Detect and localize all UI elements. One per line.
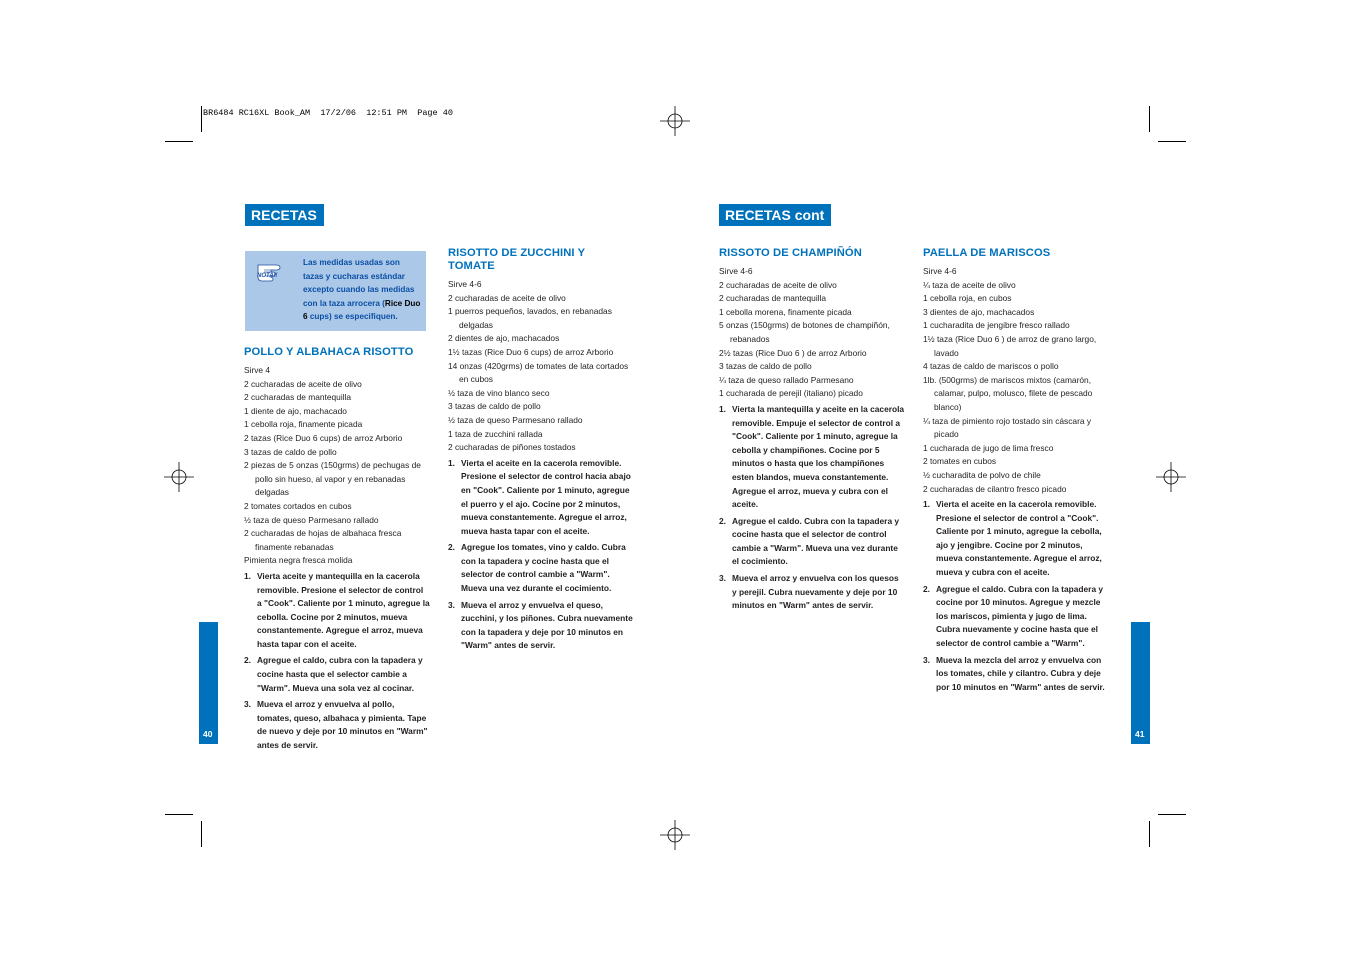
ingredient-item: 2½ tazas (Rice Duo 6 ) de arroz Arborio <box>719 347 867 358</box>
recipe-serves: Sirve 4-6 <box>719 266 753 276</box>
ingredient-item: ½ taza de queso Parmesano rallado <box>244 514 379 525</box>
step-number: 3. <box>244 699 251 710</box>
crop-mark <box>165 141 193 142</box>
step-number: 3. <box>923 654 930 665</box>
recipe-serves: Sirve 4-6 <box>448 279 482 289</box>
recipe-title: POLLO Y ALBAHACA RISOTTO <box>244 346 414 358</box>
step-text: Mueva la mezcla del arroz y envuelva con los tomates, chile y cilantro. Cubra y deje por 10 minutos en "Warm" antes de servir. <box>936 654 1105 692</box>
ingredient-item: ½ taza de queso Parmesano rallado <box>448 414 583 425</box>
ingredient-item: ½ taza de vino blanco seco <box>448 387 550 398</box>
ingredient-item: 2 dientes de ajo, machacados <box>448 333 560 344</box>
section-tab-recetas-cont: RECETAS cont <box>719 204 831 226</box>
step-number: 1. <box>244 570 251 581</box>
ingredient-item: 2 cucharadas de aceite de olivo <box>719 279 837 290</box>
ingredient-item: 1 taza de zucchini rallada <box>448 428 543 439</box>
step-text: Vierta el aceite en la cacerola removible. Presione el selector de control a "Cook". Caliente por 1 minuto, agregue la cebolla, ajo y jengibre. Cocine por 2 minutos, mueva constantemente. Agregue el arroz, mueva y cubra con el aceite. <box>936 499 1102 578</box>
step-item <box>448 457 634 539</box>
step-number: 1. <box>448 457 455 468</box>
step-text: Mueva el arroz y envuelva el queso, zucchini, y los piñones. Cubra nuevamente con la tapadera y deje por 10 minutos en "Warm" antes de servir. <box>461 599 633 651</box>
ingredient-item: 14 onzas (420grms) de tomates de lata cortados en cubos <box>448 360 629 385</box>
ingredient-item: 2 cucharadas de hojas de albahaca fresca finamente rebanadas <box>244 528 402 552</box>
recipe-risotto-zucchini <box>448 247 634 656</box>
ingredient-item: 2 cucharadas de mantequilla <box>719 293 827 304</box>
crop-mark <box>1158 814 1186 815</box>
step-item <box>923 654 1109 695</box>
step-number: 2. <box>244 655 251 666</box>
crop-mark <box>1158 141 1186 142</box>
recipe-paella-mariscos <box>923 247 1109 697</box>
ingredient-item: 1 cebolla roja, en cubos <box>923 293 1012 304</box>
ingredient-item: 4 tazas de caldo de mariscos o pollo <box>923 361 1059 372</box>
recipe-rissoto-champinon <box>719 247 905 616</box>
ingredient-item: 5 onzas (150grms) de botones de champiñón, rebanados <box>719 320 890 344</box>
pointing-hand-icon <box>256 259 286 283</box>
section-tab-recetas: RECETAS <box>245 204 324 226</box>
ingredient-item: ¼ taza de queso rallado Parmesano <box>719 374 854 385</box>
ingredient-list <box>448 292 634 455</box>
recipe-title: RISSOTO DE CHAMPIÑÓN <box>719 247 862 259</box>
step-text: Vierta aceite y mantequilla en la cacerola removible. Presione el selector de control a "Cook". Caliente por 1 minuto, agregue la cebolla. Cocine por 2 minutos, mueva constantemente. Agregue el arroz, mueva hasta tapar con el aceite. <box>257 570 430 649</box>
registration-mark-icon <box>164 462 194 492</box>
step-number: 2. <box>448 542 455 553</box>
ingredient-list <box>719 279 905 401</box>
ingredient-item: 2 piezas de 5 onzas (150grms) de pechugas de pollo sin hueso, al vapor y en rebanadas delgadas <box>244 460 421 498</box>
ingredient-item: 2 cucharadas de piñones tostados <box>448 442 576 453</box>
ingredient-item: 2 tazas (Rice Duo 6 cups) de arroz Arborio <box>244 432 403 443</box>
page-bar-left <box>199 622 218 744</box>
step-number: 1. <box>923 499 930 510</box>
note-box <box>245 251 426 331</box>
page-number-left: 40 <box>203 729 213 739</box>
ingredient-item: 3 tazas de caldo de pollo <box>719 361 812 372</box>
crop-mark <box>165 814 193 815</box>
steps-list <box>448 457 634 653</box>
ingredient-item: 1 cucharada de perejil (italiano) picado <box>719 388 863 399</box>
step-text: Agregue el caldo, cubra con la tapadera y cocine hasta que el selector cambie a "Warm". Mueva una sola vez al cocinar. <box>257 655 423 693</box>
step-number: 2. <box>719 515 726 526</box>
ingredient-item: 2 cucharadas de mantequilla <box>244 392 352 403</box>
step-text: Mueva el arroz y envuelva con los quesos y perejil. Cubra nuevamente y deje por 10 minutos en "Warm" antes de servir. <box>732 573 899 611</box>
recipe-pollo-albahaca <box>244 346 430 756</box>
recipe-title: PAELLA DE MARISCOS <box>923 247 1051 259</box>
recipe-title: RISOTTO DE ZUCCHINI Y TOMATE <box>448 247 585 272</box>
steps-list <box>244 570 430 753</box>
ingredient-item: 3 dientes de ajo, machacados <box>923 306 1035 317</box>
step-item <box>244 698 430 752</box>
recipe-serves: Sirve 4 <box>244 365 271 375</box>
ingredient-item: 1 cucharadita de jengibre fresco rallado <box>923 320 1070 331</box>
ingredient-item: ¼ taza de pimiento rojo tostado sin cáscara y picado <box>923 415 1092 440</box>
steps-list <box>719 403 905 613</box>
step-text: Agregue el caldo. Cubra con la tapadera y cocine por 10 minutos. Agregue y mezcle los mariscos, pimienta y jugo de lima. Cubra nuevamente y cocine hasta que el selector de control cambie a "Warm". <box>936 583 1104 649</box>
step-item <box>448 599 634 653</box>
step-number: 3. <box>719 573 726 584</box>
step-number: 1. <box>719 403 726 414</box>
page-bar-right <box>1131 622 1150 744</box>
recipe-serves: Sirve 4-6 <box>923 266 957 276</box>
step-text: Agregue el caldo. Cubra con la tapadera y cocine hasta que el selector de control cambie a "Warm". Mueva una vez durante el cocimiento. <box>732 515 900 567</box>
step-item <box>923 498 1109 580</box>
ingredient-item: 1 puerros pequeños, lavados, en rebanadas delgadas <box>448 306 612 330</box>
ingredient-item: 3 tazas de caldo de pollo <box>448 401 541 412</box>
ingredient-item: 1 cucharada de jugo de lima fresco <box>923 442 1054 453</box>
ingredient-item: Pimienta negra fresca molida <box>244 555 353 566</box>
ingredient-item: 1 cebolla roja, finamente picada <box>244 419 363 430</box>
step-item <box>244 570 430 652</box>
steps-list <box>923 498 1109 694</box>
step-number: 2. <box>923 583 930 594</box>
ingredient-item: ½ cucharadita de polvo de chile <box>923 469 1041 480</box>
step-text: Vierta el aceite en la cacerola removible. Presione el selector de control hacia abajo en "Cook". Caliente por 1 minuto, agregue el puerro y el ajo. Cocine por 2 minutos, mueva constantemente. Agregue el arroz, mueva hasta tapar con el aceite. <box>461 457 631 536</box>
crop-mark <box>201 106 202 132</box>
ingredient-list <box>244 378 430 568</box>
step-number: 3. <box>448 599 455 610</box>
step-item <box>719 572 905 613</box>
ingredient-item: 1½ taza (Rice Duo 6 ) de arroz de grano largo, lavado <box>923 333 1097 358</box>
ingredient-item: 2 tomates en cubos <box>923 456 997 467</box>
ingredient-item: 2 cucharadas de aceite de olivo <box>244 378 362 389</box>
step-text: Mueva el arroz y envuelva al pollo, tomates, queso, albahaca y pimienta. Tape de nuevo y deje por 10 minutos en "Warm" antes de servir. <box>257 699 428 751</box>
ingredient-item: 1 diente de ajo, machacado <box>244 405 347 416</box>
registration-mark-icon <box>1156 462 1186 492</box>
note-label: NOTA!! <box>257 273 278 279</box>
ingredient-item: 1 cebolla morena, finamente picada <box>719 306 852 317</box>
printer-slug: BR6484 RC16XL Book_AM 17/2/06 12:51 PM Page 40 <box>203 108 453 118</box>
step-text: Vierta la mantequilla y aceite en la cacerola removible. Empuje el selector de control a "Cook". Caliente por 1 minuto, agregue la cebolla y champiñones. Cocine por 5 minutos o hasta que los champiñones esten blandos, mueva constantemente. Agregue el arroz, mueva y cubra con el aceite. <box>732 403 905 510</box>
crop-mark <box>1149 821 1150 847</box>
ingredient-list <box>923 279 1109 497</box>
step-item <box>923 583 1109 651</box>
step-item <box>719 403 905 512</box>
registration-mark-icon <box>660 820 690 850</box>
crop-mark <box>1149 106 1150 132</box>
page-number-right: 41 <box>1135 729 1145 739</box>
ingredient-item: 2 cucharadas de aceite de olivo <box>448 292 566 303</box>
step-item <box>719 515 905 569</box>
ingredient-item: 2 tomates cortados en cubos <box>244 500 352 511</box>
ingredient-item: 1lb. (500grms) de mariscos mixtos (camarón, calamar, pulpo, molusco, filete de pescado blanco) <box>923 374 1093 412</box>
ingredient-item: ¼ taza de aceite de olivo <box>923 279 1016 290</box>
step-text: Agregue los tomates, vino y caldo. Cubra con la tapadera y cocine hasta que el selector de control cambie a "Warm". Mueva una vez durante el cocimiento. <box>461 542 626 594</box>
ingredient-item: 3 tazas de caldo de pollo <box>244 446 337 457</box>
ingredient-item: 1½ tazas (Rice Duo 6 cups) de arroz Arborio <box>448 346 614 357</box>
ingredient-item: 2 cucharadas de cilantro fresco picado <box>923 483 1067 494</box>
step-item <box>448 541 634 595</box>
registration-mark-icon <box>660 106 690 136</box>
step-item <box>244 654 430 695</box>
note-text: Las medidas usadas son tazas y cucharas estándar excepto cuando las medidas con la taza arrocera (Rice Duo 6 cups) se especifiquen. <box>303 258 421 322</box>
crop-mark <box>201 821 202 847</box>
